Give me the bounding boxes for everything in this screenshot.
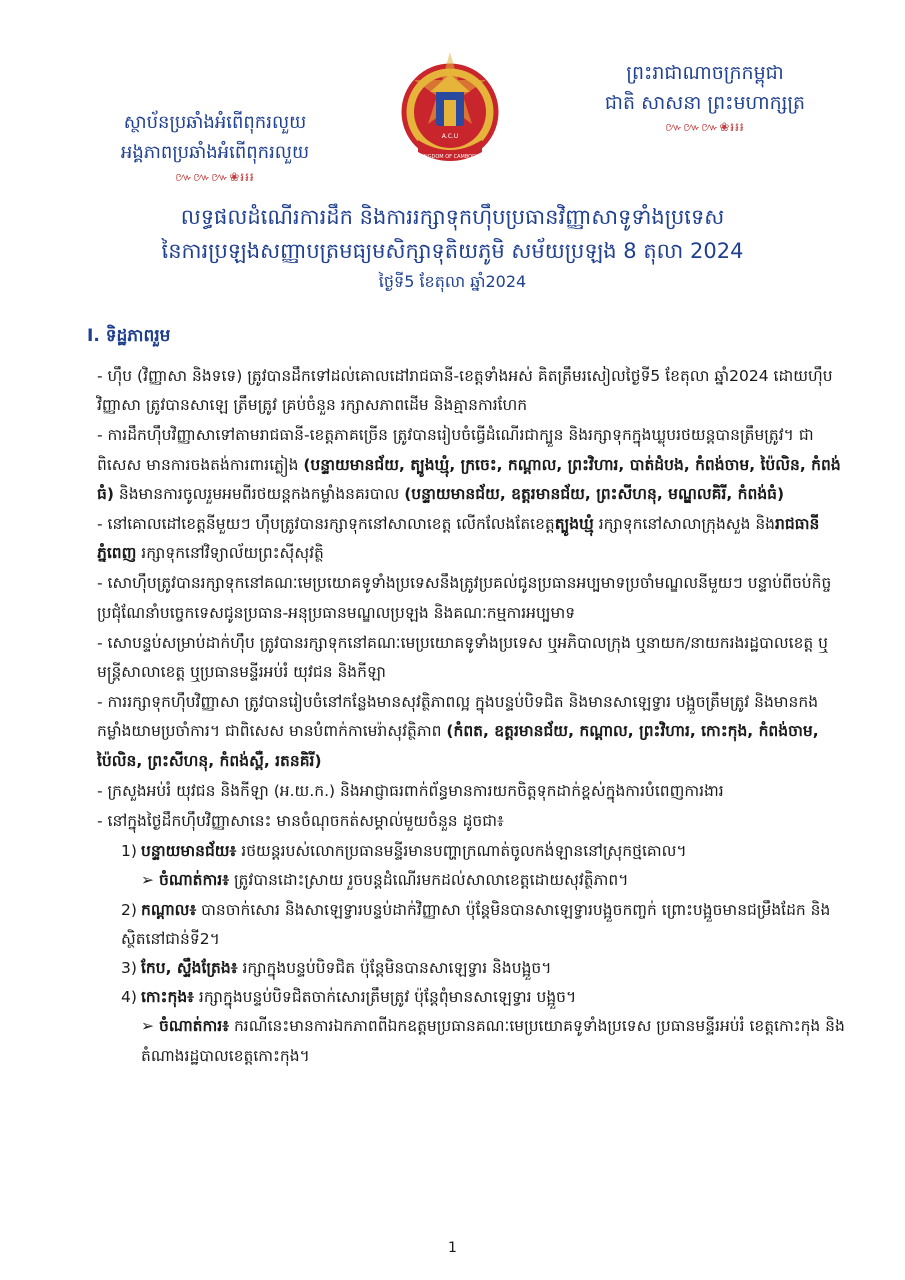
list-item: - ការដឹកហ៊ឹបវិញ្ញាសាទៅតាមរាជធានី-ខេត្តភាគច្រើន ត្រូវបានរៀបចំធ្វើដំណើរជាក្បួន និងរក្សាទុកក្នុងឃ្លុបរថយន្តបានត្រឹមត្រូវ។ ជាពិសេស មានការចងតង់ការពារភ្លៀង (បន្ទាយមានជ័យ, ត្បូងឃ្មុំ, ក្រចេះ, កណ្ដាល, ព្រះវិហារ, បាត់ដំបង, កំពង់ចាម, ប៉ៃលិន, កំពង់ធំ) និងមានការចូលរួមអមពីរថយន្តកងកម្លាំងនគរបាល (បន្ទាយមានជ័យ, ឧត្តរមានជ័យ, ព្រះសីហនុ, មណ្ឌលគិរី, កំពង់ធំ): [97, 426, 841, 503]
list-item: - ហ៊ឹប (វិញ្ញាសា និងទទេ) ត្រូវបានដឹកទៅដល់គោលដៅរាជធានី-ខេត្តទាំងអស់ គិតត្រឹមរសៀលថ្ងៃទី5 ខែតុលា ឆ្នាំ2024 ដោយហ៊ឹបវិញ្ញាសា ត្រូវបានសាឡេ ត្រឹមត្រូវ គ្រប់ចំនួន រក្សាសភាពដើម និងគ្មានការហែក: [97, 367, 833, 415]
logo-abbr: A.C.U: [441, 133, 459, 140]
institution-name: ស្ថាប័នប្រឆាំងអំពើពុករលួយ: [123, 112, 307, 133]
national-motto: ជាតិ សាសនា ព្រះមហាក្សត្រ: [604, 92, 806, 114]
numbered-item: 2) កណ្ដាល៖ បានចាក់សោរ និងសាឡេទ្វារបន្ទប់ដាក់វិញ្ញាសា ប៉ុន្តែមិនបានសាឡេទ្វារបង្អួចកញ្ចក់ ព្រោះបង្អួចមានជម្រឹងដែក និងស្ថិតនៅជាន់ទី2។: [121, 900, 831, 948]
section-heading: I. ទិដ្ឋភាពរួម: [87, 326, 171, 346]
arrow-icon: ➢: [141, 1017, 154, 1036]
unit-name: អង្គភាពប្រឆាំងអំពើពុករលួយ: [120, 142, 310, 163]
ornament: ៚៚៚❀៛៛៛: [665, 120, 745, 134]
title-line-1: លទ្ធផលដំណើរការដឹក និងការរក្សាទុកហ៊ឹបប្រធានវិញ្ញាសាទូទាំងប្រទេស: [180, 205, 725, 229]
list-item: - នៅគោលដៅខេត្តនីមួយៗ ហ៊ឹបត្រូវបានរក្សាទុកនៅសាលាខេត្ត លើកលែងតែខេត្តត្បូងឃ្មុំ រក្សាទុកនៅសាលាក្រុងសួង និងរាជធានីភ្នំពេញ រក្សាទុកនៅវិទ្យាល័យព្រះស៊ីសុវត្ថិ: [97, 515, 820, 563]
acu-logo: [400, 40, 500, 180]
list-item: - នៅក្នុងថ្ងៃដឹកហ៊ឹបវិញ្ញាសានេះ មានចំណុចកត់សម្គាល់មួយចំនួន ដូចជា៖: [97, 812, 504, 831]
kingdom-name: ព្រះរាជាណាចក្រកម្ពុជា: [626, 62, 784, 84]
acu-emblem-icon: [400, 40, 500, 180]
numbered-item: 4) កោះកុង៖ រក្សាក្នុងបន្ទប់បិទជិតចាក់សោរត្រឹមត្រូវ ប៉ុន្តែពុំមានសាឡេទ្វារ បង្អួច។: [121, 988, 577, 1007]
title-date: ថ្ងៃទី5 ខែតុលា ឆ្នាំ2024: [378, 272, 527, 291]
list-item: - ការរក្សាទុកហ៊ឹបវិញ្ញាសា ត្រូវបានរៀបចំនៅកន្លែងមានសុវត្ថិភាពល្អ ក្នុងបន្ទប់បិទជិត និងមានសាឡេទ្វារ បង្អួចត្រឹមត្រូវ និងមានកងកម្លាំងយាមប្រចាំការ។ ជាពិសេស មានបំពាក់កាមេរ៉ាសុវត្ថិភាព (កំពត, ឧត្តរមានជ័យ, កណ្ដាល, ព្រះវិហារ, កោះកុង, កំពង់ចាម, ប៉ៃលិន, ព្រះសីហនុ, កំពង់ស្ពឺ, រតនគិរី): [97, 693, 819, 770]
sub-item: ➢ ចំណាត់ការ៖ ករណីនេះមានការឯកភាពពីឯកឧត្តមប្រធានគណៈមេប្រយោគទូទាំងប្រទេស ប្រធានមន្ទីរអប់រំ ខេត្តកោះកុង និងតំណាងរដ្ឋបាលខេត្តកោះកុង។: [141, 1012, 849, 1070]
ornament: ៚៚៚❀៛៛៛: [175, 170, 255, 184]
list-item: - ក្រសួងអប់រំ យុវជន និងកីឡា (អ.យ.ក.) និងអាជ្ញាធរពាក់ព័ន្ធមានការយកចិត្តទុកដាក់ខ្ពស់ក្នុងការបំពេញការងារ: [97, 781, 724, 800]
numbered-item: 1) បន្ទាយមានជ័យ៖ រថយន្តរបស់លោកប្រធានមន្ទីរមានបញ្ហាក្រណាត់ចូលកង់ឡាននៅស្រុកថ្មគោល។: [121, 842, 687, 861]
logo-caption: KINGDOM OF CAMBODIA: [419, 154, 481, 160]
page-number: 1: [448, 1240, 457, 1256]
header-right: [585, 58, 825, 136]
title-line-2: នៃការប្រឡងសញ្ញាបត្រមធ្យមសិក្សាទុតិយភូមិ សម័យប្រឡង 8 តុលា 2024: [161, 239, 744, 263]
document-body: [97, 362, 849, 1071]
sub-item: ➢ ចំណាត់ការ៖ ត្រូវបានដោះស្រាយ រួចបន្តដំណើរមកដល់សាលាខេត្តដោយសុវត្ថិភាព។: [141, 866, 849, 895]
document-title: [60, 200, 845, 296]
arrow-icon: ➢: [141, 871, 154, 890]
header-left: [95, 108, 335, 186]
list-item: - សោបន្ទប់សម្រាប់ដាក់ហ៊ឹប ត្រូវបានរក្សាទុកនៅគណៈមេប្រយោគទូទាំងប្រទេស ឬអភិបាលក្រុង ឬនាយក/នាយករងរដ្ឋបាលខេត្ត ឬមន្ត្រីសាលាខេត្ត ឬប្រធានមន្ទីរអប់រំ យុវជន និងកីឡា: [97, 633, 829, 682]
numbered-item: 3) កែប, ស្ទឹងត្រែង៖ រក្សាក្នុងបន្ទប់បិទជិត ប៉ុន្តែមិនបានសាឡេទ្វារ និងបង្អួច។: [121, 959, 552, 978]
list-item: - សោហ៊ឹបត្រូវបានរក្សាទុកនៅគណៈមេប្រយោគទូទាំងប្រទេសនឹងត្រូវប្រគល់ជូនប្រធានអប្បមាទប្រចាំមណ្ឌលនីមួយៗ បន្ទាប់ពីចប់កិច្ចប្រជុំណែនាំបច្ចេកទេសជូនប្រធាន-អនុប្រធានមណ្ឌលប្រឡង និងគណៈកម្មការអប្បមាទ: [97, 574, 832, 622]
